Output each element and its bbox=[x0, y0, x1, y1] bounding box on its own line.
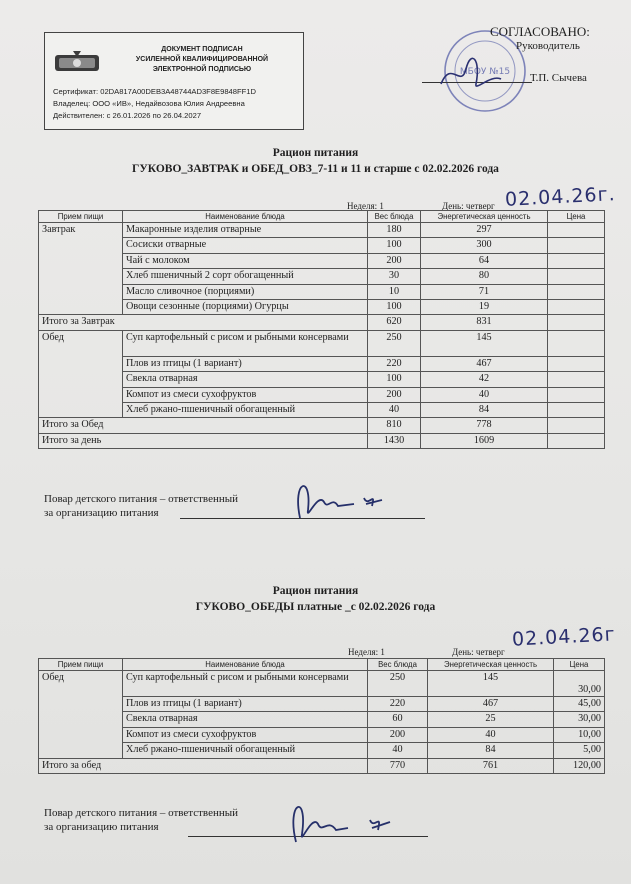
weight-cell: 250 bbox=[368, 671, 428, 697]
menu1-table bbox=[38, 210, 605, 449]
energy-cell: 42 bbox=[421, 372, 548, 387]
weight-cell: 200 bbox=[368, 253, 421, 268]
price-cell bbox=[548, 356, 605, 371]
header-meal: Прием пищи bbox=[39, 211, 123, 223]
header-weight: Вес блюда bbox=[368, 211, 421, 223]
energy-cell: 19 bbox=[421, 299, 548, 314]
total-energy: 778 bbox=[421, 418, 548, 433]
total-weight: 770 bbox=[368, 758, 428, 773]
menu2-responsible: Повар детского питания – ответственный за организацию питания bbox=[44, 807, 238, 833]
dish-cell: Хлеб пшеничный 2 сорт обогащенный bbox=[123, 269, 368, 284]
menu1-day: День: четверг bbox=[442, 201, 495, 211]
lunch-total-row bbox=[39, 758, 605, 773]
energy-cell: 467 bbox=[428, 697, 554, 712]
weight-cell: 100 bbox=[368, 372, 421, 387]
dish-cell: Макаронные изделия отварные bbox=[123, 223, 368, 238]
stamp-text: МБОУ №15 bbox=[459, 67, 511, 77]
meal-cell: Обед bbox=[39, 671, 123, 759]
approval-name: Т.П. Сычева bbox=[530, 72, 587, 84]
dish-cell: Плов из птицы (1 вариант) bbox=[123, 356, 368, 371]
price-cell bbox=[548, 387, 605, 402]
weight-cell: 200 bbox=[368, 727, 428, 742]
menu2-title: Рацион питания bbox=[272, 585, 359, 597]
table-row bbox=[39, 284, 605, 299]
header-meal: Прием пищи bbox=[39, 659, 123, 671]
table-row bbox=[39, 269, 605, 284]
table-row bbox=[39, 372, 605, 387]
header-dish: Наименование блюда bbox=[123, 659, 368, 671]
dish-cell: Чай с молоком bbox=[123, 253, 368, 268]
weight-cell: 10 bbox=[368, 284, 421, 299]
table-row bbox=[39, 387, 605, 402]
dish-cell: Компот из смеси сухофруктов bbox=[123, 727, 368, 742]
price-cell: 30,00 bbox=[554, 671, 605, 697]
total-energy: 831 bbox=[421, 315, 548, 330]
price-cell bbox=[548, 238, 605, 253]
dish-cell: Суп картофельный с рисом и рыбными консервами bbox=[123, 671, 368, 697]
total-price bbox=[548, 418, 605, 433]
menu2-day: День: четверг bbox=[452, 647, 505, 657]
weight-cell: 220 bbox=[368, 356, 421, 371]
table-row bbox=[39, 238, 605, 253]
day-total-row bbox=[39, 433, 605, 448]
table-row bbox=[39, 299, 605, 314]
price-cell bbox=[548, 330, 605, 356]
header-price: Цена bbox=[554, 659, 605, 671]
company-logo-icon bbox=[53, 49, 101, 77]
dish-cell: Свекла отварная bbox=[123, 712, 368, 727]
cook-signature-icon bbox=[282, 470, 392, 526]
breakfast-total-row bbox=[39, 315, 605, 330]
dish-cell: Плов из птицы (1 вариант) bbox=[123, 697, 368, 712]
energy-cell: 80 bbox=[421, 269, 548, 284]
price-cell bbox=[548, 269, 605, 284]
certificate-owner: Владелец: ООО «ИВ», Недайвозова Юлия Андреевна bbox=[53, 99, 245, 108]
weight-cell: 40 bbox=[368, 402, 421, 417]
price-cell: 45,00 bbox=[554, 697, 605, 712]
energy-cell: 84 bbox=[421, 402, 548, 417]
menu2-table bbox=[38, 658, 605, 774]
weight-cell: 100 bbox=[368, 299, 421, 314]
header-dish: Наименование блюда bbox=[123, 211, 368, 223]
total-label: Итого за Завтрак bbox=[39, 315, 368, 330]
table-row bbox=[39, 743, 605, 758]
dish-cell: Суп картофельный с рисом и рыбными консервами bbox=[123, 330, 368, 356]
price-cell bbox=[548, 372, 605, 387]
price-cell bbox=[548, 253, 605, 268]
certificate-validity: Действителен: с 26.01.2026 по 26.04.2027 bbox=[53, 111, 202, 120]
weight-cell: 40 bbox=[368, 743, 428, 758]
cook-signature-icon bbox=[278, 790, 408, 850]
price-cell bbox=[548, 402, 605, 417]
dish-cell: Свекла отварная bbox=[123, 372, 368, 387]
energy-cell: 467 bbox=[421, 356, 548, 371]
weight-cell: 200 bbox=[368, 387, 421, 402]
total-weight: 620 bbox=[368, 315, 421, 330]
approval-block bbox=[430, 24, 610, 94]
dish-cell: Хлеб ржано-пшеничный обогащенный bbox=[123, 402, 368, 417]
price-cell: 10,00 bbox=[554, 727, 605, 742]
meal-cell: Обед bbox=[39, 330, 123, 418]
table-row bbox=[39, 697, 605, 712]
energy-cell: 64 bbox=[421, 253, 548, 268]
price-cell bbox=[548, 223, 605, 238]
price-cell bbox=[548, 299, 605, 314]
director-signature-icon bbox=[436, 54, 506, 94]
energy-cell: 71 bbox=[421, 284, 548, 299]
dish-cell: Сосиски отварные bbox=[123, 238, 368, 253]
table-row bbox=[39, 356, 605, 371]
menu2-subtitle: ГУКОВО_ОБЕДЫ платные _с 02.02.2026 года bbox=[195, 601, 436, 613]
energy-cell: 300 bbox=[421, 238, 548, 253]
energy-cell: 25 bbox=[428, 712, 554, 727]
meal-cell: Завтрак bbox=[39, 223, 123, 315]
header-price: Цена bbox=[548, 211, 605, 223]
weight-cell: 180 bbox=[368, 223, 421, 238]
signature-title: ДОКУМЕНТ ПОДПИСАН УСИЛЕННОЙ КВАЛИФИЦИРОВАННОЙ ЭЛЕКТРОННОЙ ПОДПИСЬЮ bbox=[135, 46, 269, 73]
total-price: 120,00 bbox=[554, 758, 605, 773]
total-price bbox=[548, 315, 605, 330]
energy-cell: 145 bbox=[421, 330, 548, 356]
approval-heading: СОГЛАСОВАНО: bbox=[490, 24, 590, 39]
dish-cell: Овощи сезонные (порциями) Огурцы bbox=[123, 299, 368, 314]
header-weight: Вес блюда bbox=[368, 659, 428, 671]
dish-cell: Масло сливочное (порциями) bbox=[123, 284, 368, 299]
total-label: Итого за Обед bbox=[39, 418, 368, 433]
total-energy: 1609 bbox=[421, 433, 548, 448]
menu1-responsible: Повар детского питания – ответственный за организацию питания bbox=[44, 493, 238, 519]
header-energy: Энергетическая ценность bbox=[428, 659, 554, 671]
certificate-number: Сертификат: 02DA817A00DEB3A48744AD3F8E9848FF1D bbox=[53, 87, 256, 96]
dish-cell: Компот из смеси сухофруктов bbox=[123, 387, 368, 402]
energy-cell: 40 bbox=[428, 727, 554, 742]
table-header-row bbox=[39, 659, 605, 671]
weight-cell: 220 bbox=[368, 697, 428, 712]
lunch-total-row bbox=[39, 418, 605, 433]
approval-role: Руководитель bbox=[516, 40, 580, 52]
table-row bbox=[39, 712, 605, 727]
total-label: Итого за обед bbox=[39, 758, 368, 773]
energy-cell: 145 bbox=[428, 671, 554, 697]
table-row bbox=[39, 330, 605, 356]
energy-cell: 40 bbox=[421, 387, 548, 402]
electronic-signature-box bbox=[44, 32, 304, 130]
table-row bbox=[39, 671, 605, 697]
energy-cell: 297 bbox=[421, 223, 548, 238]
dish-cell: Хлеб ржано-пшеничный обогащенный bbox=[123, 743, 368, 758]
table-row bbox=[39, 223, 605, 238]
table-header-row bbox=[39, 211, 605, 223]
table-row bbox=[39, 402, 605, 417]
table-row bbox=[39, 253, 605, 268]
menu1-title: Рацион питания bbox=[272, 147, 359, 159]
table-row bbox=[39, 727, 605, 742]
weight-cell: 60 bbox=[368, 712, 428, 727]
weight-cell: 30 bbox=[368, 269, 421, 284]
weight-cell: 100 bbox=[368, 238, 421, 253]
menu1-handwritten-date: 02.04.26г. bbox=[504, 183, 617, 211]
total-price bbox=[548, 433, 605, 448]
total-label: Итого за день bbox=[39, 433, 368, 448]
header-energy: Энергетическая ценность bbox=[421, 211, 548, 223]
price-cell: 5,00 bbox=[554, 743, 605, 758]
total-weight: 1430 bbox=[368, 433, 421, 448]
menu1-subtitle: ГУКОВО_ЗАВТРАК и ОБЕД_ОВЗ_7-11 и 11 и старше с 02.02.2026 года bbox=[132, 163, 499, 175]
price-cell: 30,00 bbox=[554, 712, 605, 727]
menu1-week: Неделя: 1 bbox=[347, 201, 384, 211]
total-energy: 761 bbox=[428, 758, 554, 773]
total-weight: 810 bbox=[368, 418, 421, 433]
weight-cell: 250 bbox=[368, 330, 421, 356]
menu2-week: Неделя: 1 bbox=[348, 647, 385, 657]
menu2-handwritten-date: 02.04.26г bbox=[511, 623, 617, 651]
energy-cell: 84 bbox=[428, 743, 554, 758]
price-cell bbox=[548, 284, 605, 299]
